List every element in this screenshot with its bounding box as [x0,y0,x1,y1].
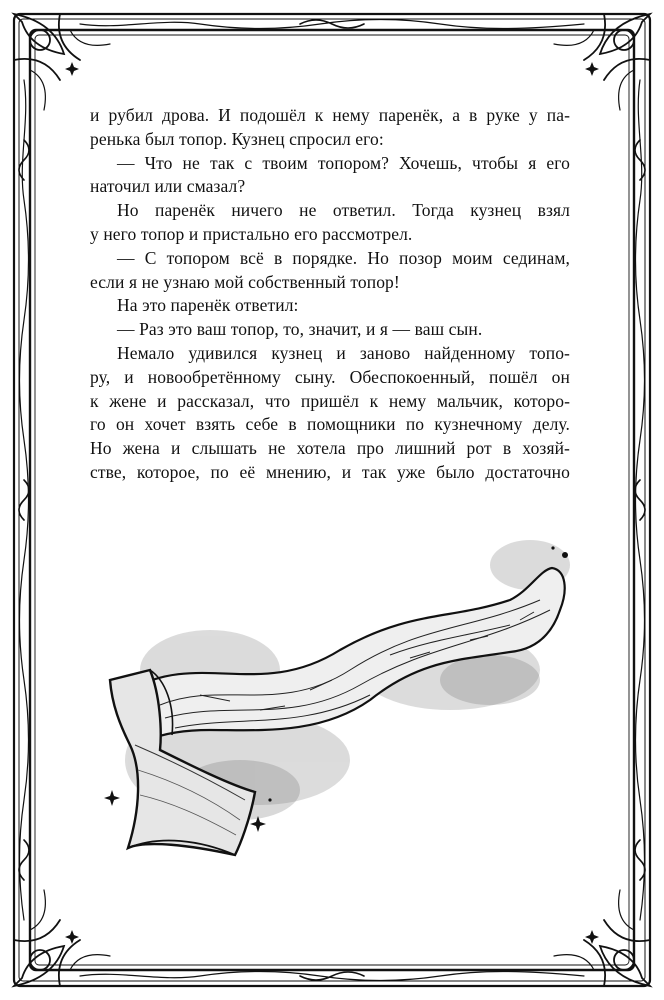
text-line: — С топором всё в порядке. Но позор моим сединам, [117,247,570,268]
axe-illustration [90,530,580,870]
text-line: и рубил дрова. И подошёл к нему паренёк, а в руке у па- [90,105,570,125]
text-line: — Что не так с твоим топором? Хочешь, чтобы я его [117,152,570,173]
text-line: Немало удивился кузнец и заново найденному топо- [117,342,570,363]
text-line: Но паренёк ничего не ответил. Тогда кузнец взял [117,200,570,221]
text-line: если я не узнаю мой собственный топор! [90,271,400,292]
text-line: ренька был топор. Кузнец спросил его: [90,128,384,149]
text-line: к жене и рассказал, что пришёл к нему мальчик, которо- [90,390,570,411]
text-line: ру, и новообретённому сыну. Обеспокоенный, пошёл он [90,366,570,387]
text-line: наточил или смазал? [90,176,246,197]
text-line: — Раз это ваш топор, то, значит, и я — ваш сын. [117,319,483,340]
text-line: у него топор и пристально его рассмотрел. [90,223,413,244]
story-text [90,104,570,485]
text-line: стве, которое, по её мнению, и так уже было достаточно [90,461,570,482]
text-line: го он хочет взять себе в помощники по кузнечному делу. [90,414,570,435]
text-line: На это паренёк ответил: [117,295,299,316]
text-line: Но жена и слышать не хотела про лишний рот в хозяй- [90,438,570,459]
